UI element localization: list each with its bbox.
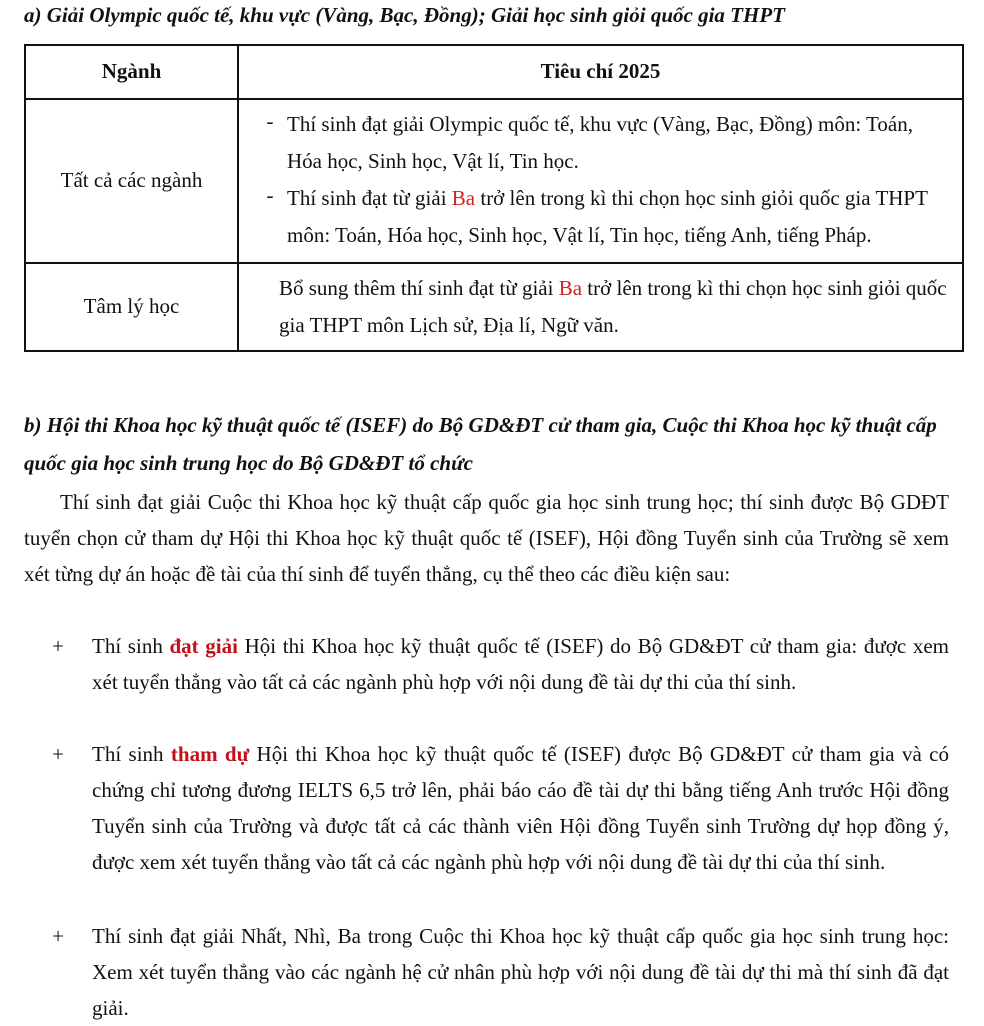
highlight-ba: Ba <box>451 186 476 210</box>
section-a-title: a) Giải Olympic quốc tế, khu vực (Vàng, Bạc, Đồng); Giải học sinh giỏi quốc gia THPT <box>24 3 785 27</box>
highlight-dat-giai: đạt giải <box>169 634 238 658</box>
plus-marker: + <box>52 634 64 658</box>
criteria-bullet <box>253 180 948 254</box>
criteria-table <box>24 44 964 352</box>
dash-marker: - <box>266 183 274 207</box>
header-major: Ngành <box>25 45 238 99</box>
list-item <box>24 736 949 880</box>
highlight-ba: Ba <box>558 276 583 300</box>
list-item-text: Thí sinh tham dự Hội thi Khoa học kỹ thuật quốc tế (ISEF) được Bộ GD&ĐT cử tham gia và có chứng chỉ tương đương IELTS 6,5 trở lên, phải báo cáo đề tài dự thi bằng tiếng Anh trước Hội đồng Tuyển sinh của Trường và được tất cả các thành viên Hội đồng Tuyển sinh Trường dự họp đồng ý, được xem xét tuyển thẳng vào tất cả các ngành phù hợp với nội dung đề tài dự thi của thí sinh. <box>92 742 949 874</box>
plus-marker: + <box>52 742 64 766</box>
criteria-bullet-text: Thí sinh đạt từ giải Ba trở lên trong kì thi chọn học sinh giỏi quốc gia THPT môn: Toán, Hóa học, Sinh học, Vật lí, Tin học, tiếng Anh, tiếng Pháp. <box>287 186 928 247</box>
section-b-title: b) Hội thi Khoa học kỹ thuật quốc tế (ISEF) do Bộ GD&ĐT cử tham gia, Cuộc thi Khoa học kỹ thuật cấp quốc gia học sinh trung học do Bộ GD&ĐT tổ chức <box>24 413 937 475</box>
dash-marker: - <box>266 109 274 133</box>
header-criteria: Tiêu chí 2025 <box>238 45 963 99</box>
table-row <box>25 99 963 263</box>
criteria-bullet <box>253 106 948 180</box>
major-all: Tất cả các ngành <box>25 99 238 263</box>
table-header-row <box>25 45 963 99</box>
list-item-text: Thí sinh đạt giải Hội thi Khoa học kỹ thuật quốc tế (ISEF) do Bộ GD&ĐT cử tham gia: được xem xét tuyển thẳng vào tất cả các ngành phù hợp với nội dung đề tài dự thi của thí sinh. <box>92 634 950 694</box>
intro-paragraph: Thí sinh đạt giải Cuộc thi Khoa học kỹ thuật cấp quốc gia học sinh trung học; thí sinh được Bộ GDĐT tuyển chọn cử tham dự Hội thi Khoa học kỹ thuật quốc tế (ISEF), Hội đồng Tuyển sinh của Trường sẽ xem xét từng dự án hoặc đề tài của thí sinh để tuyển thẳng, cụ thể theo các điều kiện sau: <box>24 490 949 586</box>
major-psychology: Tâm lý học <box>25 263 238 351</box>
list-item <box>24 918 949 1026</box>
highlight-tham-du: tham dự <box>170 742 250 766</box>
criteria-bullet-text: Thí sinh đạt giải Olympic quốc tế, khu vực (Vàng, Bạc, Đồng) môn: Toán, Hóa học, Sinh học, Vật lí, Tin học. <box>287 112 913 173</box>
criteria-all-cell <box>238 99 963 263</box>
criteria-psychology-cell: Bổ sung thêm thí sinh đạt từ giải Ba trở lên trong kì thi chọn học sinh giỏi quốc gia THPT môn Lịch sử, Địa lí, Ngữ văn. <box>238 263 963 351</box>
table-row <box>25 263 963 351</box>
list-item <box>24 628 949 700</box>
list-item-text: Thí sinh đạt giải Nhất, Nhì, Ba trong Cuộc thi Khoa học kỹ thuật cấp quốc gia học sinh trung học: Xem xét tuyển thẳng vào các ngành hệ cử nhân phù hợp với nội dung đề tài dự thi mà thí sinh đã đạt giải. <box>92 924 949 1020</box>
plus-marker: + <box>52 924 64 948</box>
